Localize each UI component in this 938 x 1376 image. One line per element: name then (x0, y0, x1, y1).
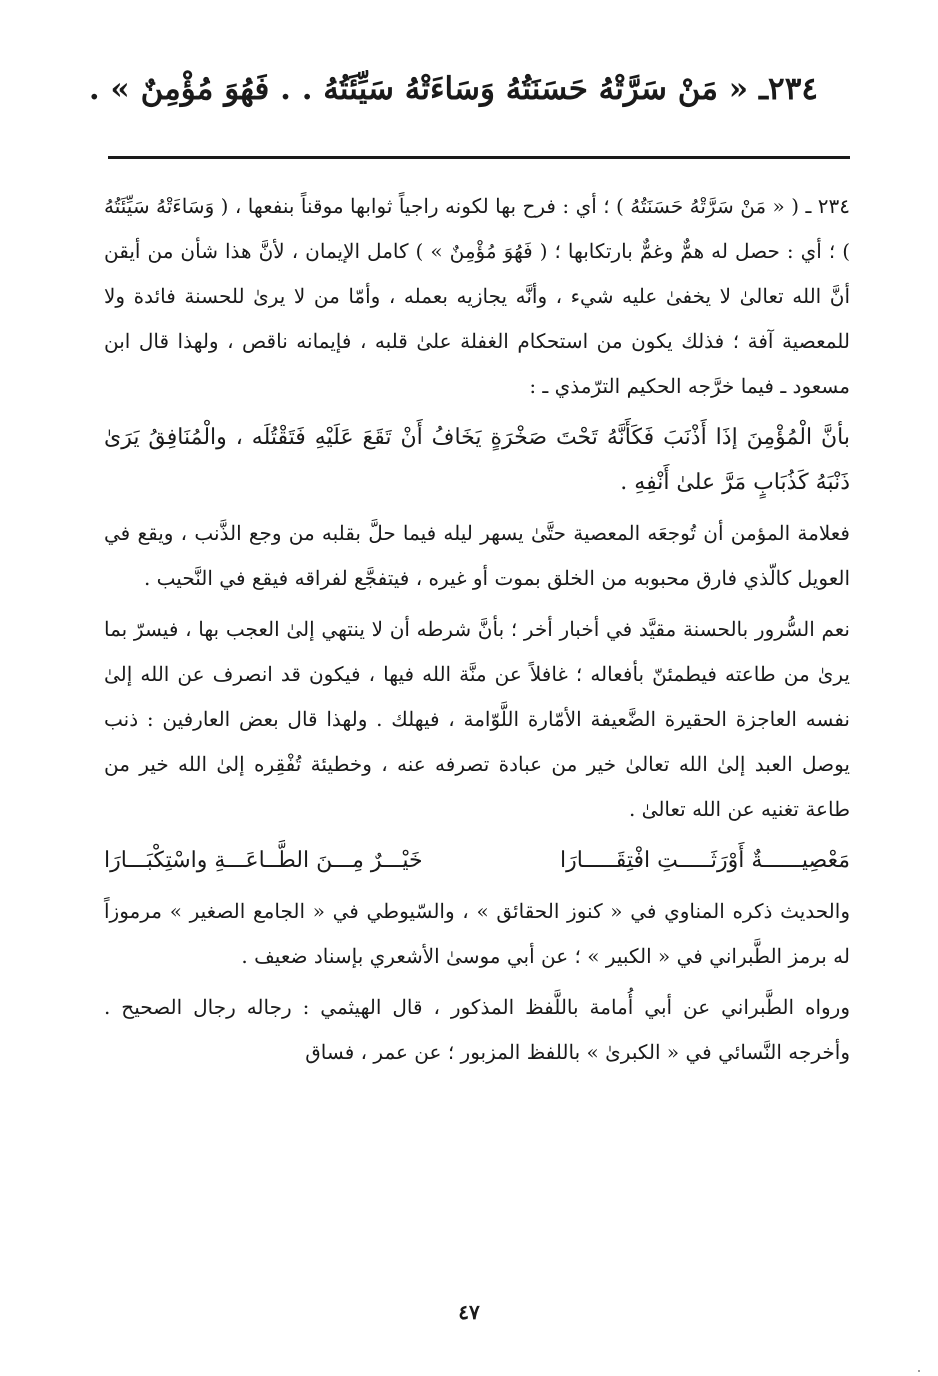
quoted-narration: بأنَّ الْمُؤْمِنَ إذَا أَذْنَبَ فَكَأَنَّهُ تَحْتَ صَخْرَةٍ يَخَافُ أَنْ تَقَعَ عَلَيْهِ فَتَقْتُلَه ، والْمُنَافِقُ يَرَىٰ ذَنْبَهُ كَذُبَابٍ مَرَّ علىٰ أَنْفِهِ . (104, 425, 850, 495)
commentary-paragraph-5: ورواه الطَّبراني عن أبي أُمامة باللَّفظ المذكور ، قال الهيثمي : رجاله رجال الصحيح . وأخرجه النَّسائي في « الكبرىٰ » باللفظ المزبور ؛ عن عمر ، فساق (104, 995, 850, 1064)
commentary-paragraph-3: نعم السُّرور بالحسنة مقيَّد في أخبار أخر ؛ بأنَّ شرطه أن لا ينتهي إلىٰ العجب بها ، فيسرّ بما يرىٰ من طاعته فيطمئنّ بأفعاله ؛ غافلاً عن منَّة الله فيها ، فيكون قد انصرف عن الله إلىٰ نفسه العاجزة الحقيرة الضَّعيفة الأمّارة اللَّوّامة ، فيهلك . ولهذا قال بعض العارفين : ذنب يوصل العبد إلىٰ الله تعالىٰ خير من عبادة تصرفه عنه ، وخطيئة تُفْقِره إلىٰ الله خير من طاعة تغنيه عن الله تعالىٰ . (104, 617, 850, 821)
commentary-paragraph-2: فعلامة المؤمن أن تُوجعَه المعصية حتَّىٰ يسهر ليله فيما حلَّ بقلبه من وجع الذَّنب ، ويقع في العويل كالّذي فارق محبوبه من الخلق بموت أو غيره ، فيتفجَّع لفراقه فيقع في النَّحيب . (104, 521, 850, 590)
hadith-heading: ٢٣٤ـ « مَنْ سَرَّتْهُ حَسَنَتُهُ وَسَاءَتْهُ سَيِّئَتُهُ . . فَهُوَ مُؤْمِنٌ » . (88, 71, 818, 107)
verse-first-hemistich: مَعْصِيــــــةٌ أَوْرَثَـــــتِ افْتِقَـــــارَا (560, 848, 850, 873)
scan-speck (918, 1370, 920, 1372)
separator-rule (108, 156, 850, 159)
commentary-paragraph-1: ٢٣٤ ـ ( « مَنْ سَرَّتْهُ حَسَنَتُهُ ) ؛ أي : فرح بها لكونه راجياً ثوابها موقناً بنفعها ، ( وَسَاءَتْهُ سَيِّئَتُهُ ) ؛ أي : حصل له همٌّ وغمٌّ بارتكابها ؛ ( فَهُوَ مُؤْمِنٌ » ) كامل الإيمان ، لأنَّ هذا شأن من أيقن أنَّ الله تعالىٰ لا يخفىٰ عليه شيء ، وأنَّه يجازيه بعمله ، وأمّا من لا يرىٰ للحسنة فائدة ولا للمعصية آفة ؛ فذلك يكون من استحكام الغفلة علىٰ قلبه ، فإيمانه ناقص ، ولهذا قال ابن مسعود ـ فيما خرَّجه الحكيم الترّمذي ـ : (104, 194, 850, 398)
commentary-paragraph-4: والحديث ذكره المناوي في « كنوز الحقائق » ، والسّيوطي في « الجامع الصغير » مرموزاً له برمز الطَّبراني في « الكبير » ؛ عن أبي موسىٰ الأشعري بإسناد ضعيف . (104, 899, 850, 968)
verse-second-hemistich: خَيْـــرٌ مِـــنَ الطَّــاعَـــةِ واسْتِكْبَـــارَا (104, 848, 423, 873)
page-number: ٤٧ (458, 1300, 480, 1324)
commentary-body (104, 184, 850, 1081)
poetry-verse (104, 838, 850, 883)
